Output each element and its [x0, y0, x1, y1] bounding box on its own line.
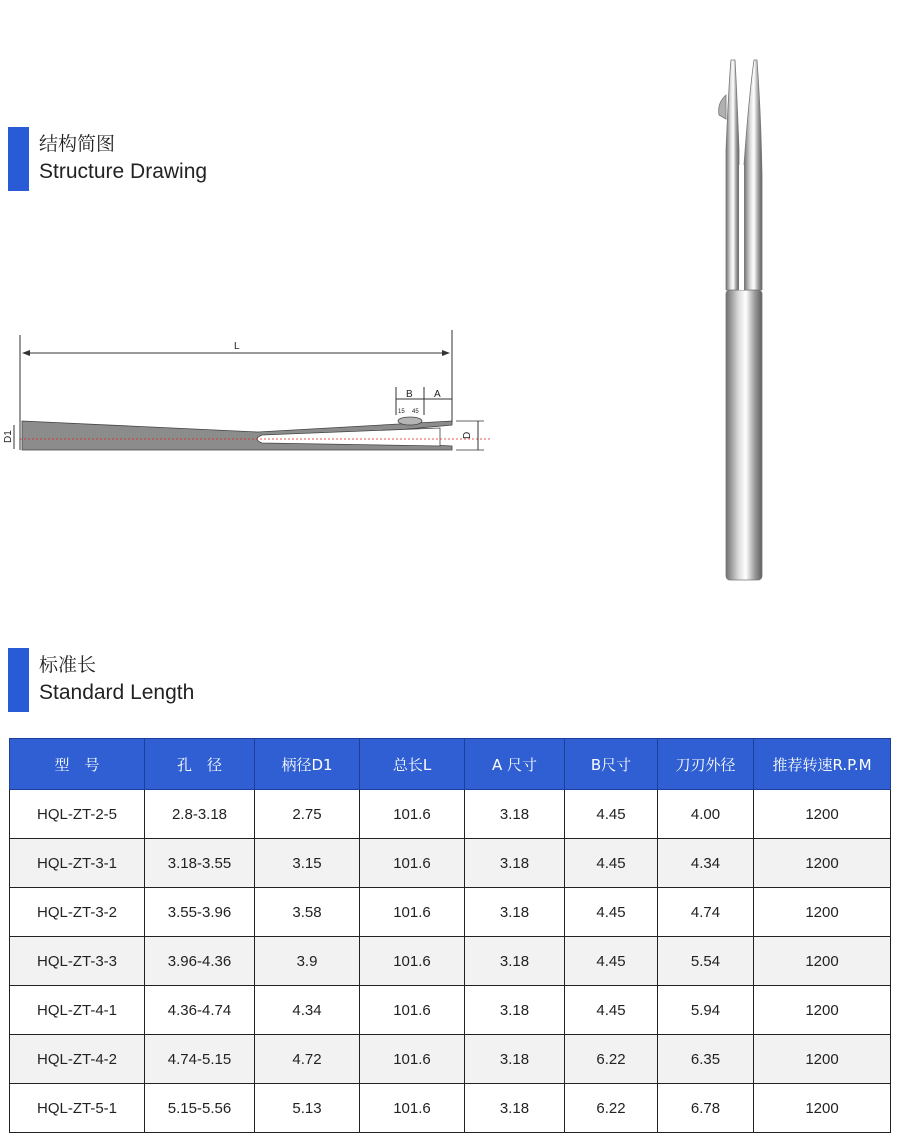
heading-accent-bar [8, 648, 29, 712]
cell-shank-diameter: 3.58 [255, 888, 360, 937]
cell-shank-diameter: 2.75 [255, 790, 360, 839]
cell-hole-diameter: 3.96-4.36 [145, 937, 255, 986]
cell-total-length: 101.6 [360, 1035, 465, 1084]
cell-rpm: 1200 [754, 888, 891, 937]
header-a-size: A 尺寸 [465, 739, 565, 790]
cell-hole-diameter: 4.36-4.74 [145, 986, 255, 1035]
dimension-label-d1: D1 [3, 430, 14, 443]
cell-b-size: 4.45 [565, 839, 658, 888]
cell-blade-diameter: 4.34 [658, 839, 754, 888]
cell-total-length: 101.6 [360, 839, 465, 888]
cell-rpm: 1200 [754, 1084, 891, 1133]
heading-en: Structure Drawing [39, 160, 208, 183]
cell-shank-diameter: 3.9 [255, 937, 360, 986]
cell-model: HQL-ZT-5-1 [10, 1084, 145, 1133]
cell-model: HQL-ZT-3-3 [10, 937, 145, 986]
cell-rpm: 1200 [754, 986, 891, 1035]
header-shank-diameter: 柄径D1 [255, 739, 360, 790]
cell-hole-diameter: 5.15-5.56 [145, 1084, 255, 1133]
cell-b-size: 4.45 [565, 986, 658, 1035]
header-blade-diameter: 刀刃外径 [658, 739, 754, 790]
table-row [10, 1084, 891, 1133]
cell-total-length: 101.6 [360, 790, 465, 839]
structure-drawing [0, 325, 500, 465]
angle-label-1: 15 [398, 409, 405, 415]
cell-b-size: 4.45 [565, 790, 658, 839]
dimension-label-d: D [462, 431, 473, 439]
cell-model: HQL-ZT-4-1 [10, 986, 145, 1035]
cell-model: HQL-ZT-3-2 [10, 888, 145, 937]
cell-b-size: 6.22 [565, 1084, 658, 1133]
table-row [10, 790, 891, 839]
cell-shank-diameter: 3.15 [255, 839, 360, 888]
cell-a-size: 3.18 [465, 839, 565, 888]
cell-a-size: 3.18 [465, 1084, 565, 1133]
heading-accent-bar [8, 127, 29, 191]
heading-zh: 结构简图 [39, 133, 116, 155]
cell-total-length: 101.6 [360, 888, 465, 937]
cell-rpm: 1200 [754, 790, 891, 839]
header-model: 型 号 [10, 739, 145, 790]
cell-shank-diameter: 4.72 [255, 1035, 360, 1084]
header-b-size: B尺寸 [565, 739, 658, 790]
cell-blade-diameter: 4.00 [658, 790, 754, 839]
cell-hole-diameter: 2.8-3.18 [145, 790, 255, 839]
cell-model: HQL-ZT-3-1 [10, 839, 145, 888]
spec-table [9, 738, 891, 1133]
header-rpm: 推荐转速R.P.M [754, 739, 891, 790]
cell-shank-diameter: 4.34 [255, 986, 360, 1035]
table-row [10, 1035, 891, 1084]
tool-photo [705, 55, 785, 585]
cell-b-size: 4.45 [565, 888, 658, 937]
cell-a-size: 3.18 [465, 888, 565, 937]
table-row [10, 839, 891, 888]
table-row [10, 888, 891, 937]
header-total-length: 总长L [360, 739, 465, 790]
cell-blade-diameter: 5.94 [658, 986, 754, 1035]
angle-label-2: 45 [412, 409, 419, 415]
cell-total-length: 101.6 [360, 1084, 465, 1133]
table-row [10, 937, 891, 986]
cell-rpm: 1200 [754, 937, 891, 986]
table-row [10, 986, 891, 1035]
cell-a-size: 3.18 [465, 937, 565, 986]
table-header-row [10, 739, 891, 790]
header-hole-diameter: 孔 径 [145, 739, 255, 790]
cell-total-length: 101.6 [360, 937, 465, 986]
dimension-label-l: L [234, 341, 240, 352]
heading-zh: 标准长 [39, 654, 97, 676]
cell-blade-diameter: 4.74 [658, 888, 754, 937]
cell-a-size: 3.18 [465, 1035, 565, 1084]
cell-a-size: 3.18 [465, 790, 565, 839]
cell-shank-diameter: 5.13 [255, 1084, 360, 1133]
cell-model: HQL-ZT-2-5 [10, 790, 145, 839]
cell-rpm: 1200 [754, 1035, 891, 1084]
dimension-label-b: B [406, 389, 413, 400]
cell-hole-diameter: 3.55-3.96 [145, 888, 255, 937]
cell-blade-diameter: 6.78 [658, 1084, 754, 1133]
cell-total-length: 101.6 [360, 986, 465, 1035]
cell-hole-diameter: 4.74-5.15 [145, 1035, 255, 1084]
cell-rpm: 1200 [754, 839, 891, 888]
cell-blade-diameter: 5.54 [658, 937, 754, 986]
cell-b-size: 4.45 [565, 937, 658, 986]
cell-b-size: 6.22 [565, 1035, 658, 1084]
heading-en: Standard Length [39, 681, 195, 704]
cell-blade-diameter: 6.35 [658, 1035, 754, 1084]
cell-model: HQL-ZT-4-2 [10, 1035, 145, 1084]
dimension-label-a: A [434, 389, 441, 400]
cell-hole-diameter: 3.18-3.55 [145, 839, 255, 888]
cell-a-size: 3.18 [465, 986, 565, 1035]
